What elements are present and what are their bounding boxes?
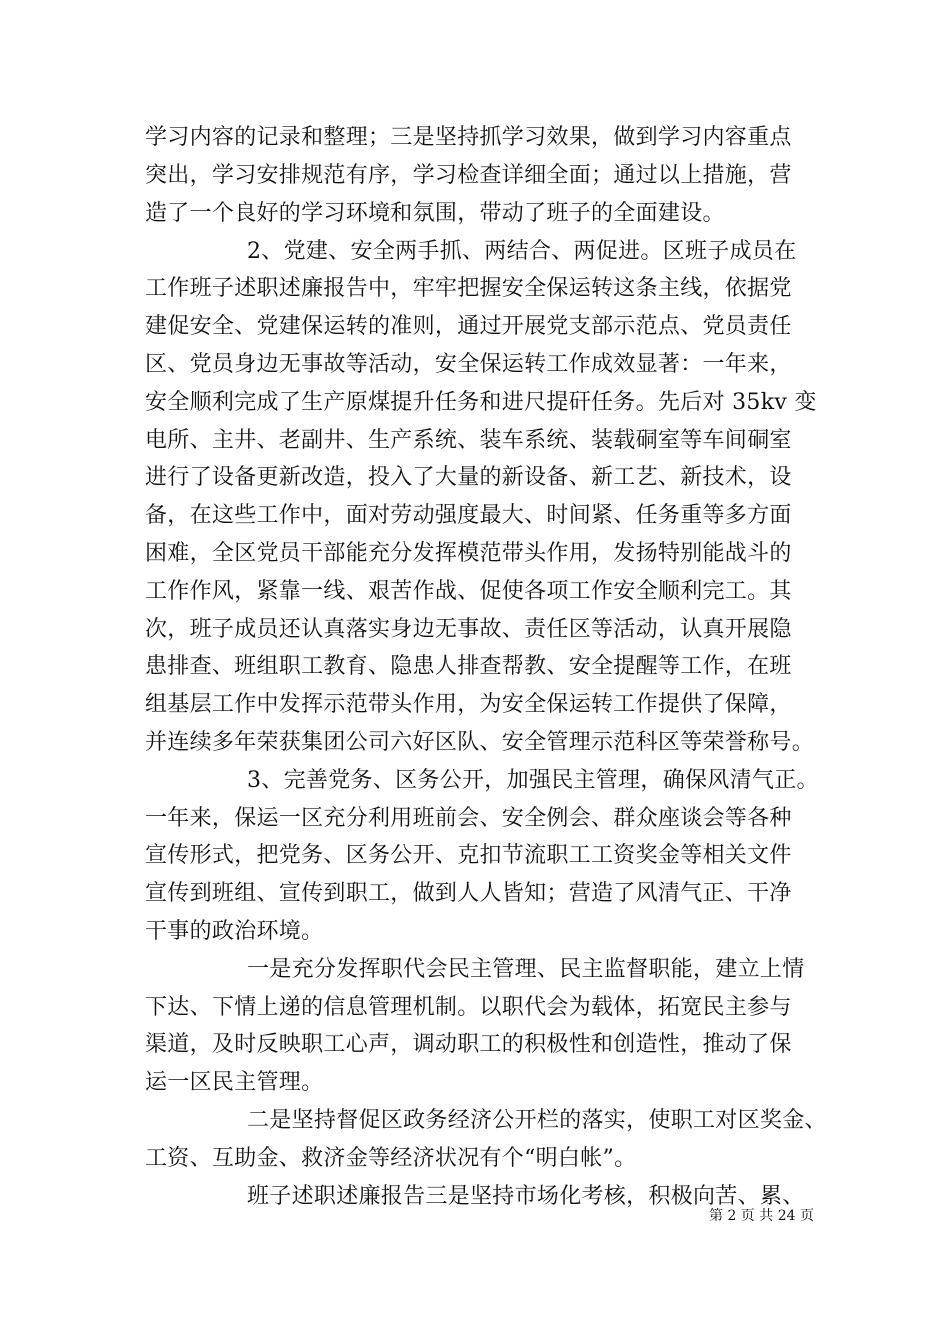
text-line: 并连续多年荣获集团公司六好区队、安全管理示范科区等荣誉称号。 bbox=[145, 730, 815, 755]
text-line: 安全顺利完成了生产原煤提升任务和进尺提矸任务。先后对 35kv 变 bbox=[145, 390, 817, 415]
text-line: 组基层工作中发挥示范带头作用，为安全保运转工作提供了保障， bbox=[145, 692, 792, 717]
text-line: 电所、主井、老副井、生产系统、装车系统、装载硐室等车间硐室 bbox=[145, 428, 792, 453]
text-line: 造了一个良好的学习环境和氛围，带动了班子的全面建设。 bbox=[145, 201, 725, 226]
paragraph-start-line: 3、完善党务、区务公开，加强民主管理，确保风清气正。 bbox=[247, 768, 819, 793]
text-line: 患排查、班组职工教育、隐患人排查帮教、安全提醒等工作，在班 bbox=[145, 654, 792, 679]
text-line: 次，班子成员还认真落实身边无事故、责任区等活动，认真开展隐 bbox=[145, 617, 792, 642]
text-line: 突出，学习安排规范有序，学习检查详细全面；通过以上措施，营 bbox=[145, 163, 792, 188]
paragraph-start-line: 班子述职述廉报告三是坚持市场化考核，积极向苦、累、 bbox=[247, 1184, 805, 1209]
text-line: 工资、互助金、救济金等经济状况有个“明白帐”。 bbox=[145, 1146, 637, 1171]
paragraph-start-line: 一是充分发挥职代会民主管理、民主监督职能，建立上情 bbox=[247, 957, 805, 982]
text-line: 工作班子述职述廉报告中，牢牢把握安全保运转这条主线，依据党 bbox=[145, 276, 792, 301]
text-line: 建促安全、党建保运转的准则，通过开展党支部示范点、党员责任 bbox=[145, 314, 792, 339]
text-line: 运一区民主管理。 bbox=[145, 1070, 324, 1095]
text-line: 进行了设备更新改造，投入了大量的新设备、新工艺、新技术，设 bbox=[145, 465, 792, 490]
text-line: 工作作风，紧靠一线、艰苦作战、促使各项工作安全顺利完工。其 bbox=[145, 579, 792, 604]
paragraph-start-line: 2、党建、安全两手抓、两结合、两促进。区班子成员在 bbox=[247, 239, 797, 264]
text-line: 学习内容的记录和整理；三是坚持抓学习效果，做到学习内容重点 bbox=[145, 125, 792, 150]
text-line: 一年来，保运一区充分利用班前会、安全例会、群众座谈会等各种 bbox=[145, 806, 792, 831]
text-line: 干事的政治环境。 bbox=[145, 919, 324, 944]
text-line: 宣传到班组、宣传到职工，做到人人皆知；营造了风清气正、干净 bbox=[145, 881, 792, 906]
text-line: 宣传形式，把党务、区务公开、克扣节流职工工资奖金等相关文件 bbox=[145, 843, 792, 868]
text-line: 备，在这些工作中，面对劳动强度最大、时间紧、任务重等多方面 bbox=[145, 503, 792, 528]
text-line: 渠道，及时反映职工心声，调动职工的积极性和创造性，推动了保 bbox=[145, 1032, 792, 1057]
text-line: 区、党员身边无事故等活动，安全保运转工作成效显著：一年来， bbox=[145, 352, 792, 377]
text-line: 下达、下情上递的信息管理机制。以职代会为载体，拓宽民主参与 bbox=[145, 995, 792, 1020]
page-number: 第 2 页 共 24 页 bbox=[709, 1208, 814, 1224]
paragraph-start-line: 二是坚持督促区政务经济公开栏的落实，使职工对区奖金、 bbox=[247, 1108, 827, 1133]
text-line: 困难，全区党员干部能充分发挥模范带头作用，发扬特别能战斗的 bbox=[145, 541, 792, 566]
